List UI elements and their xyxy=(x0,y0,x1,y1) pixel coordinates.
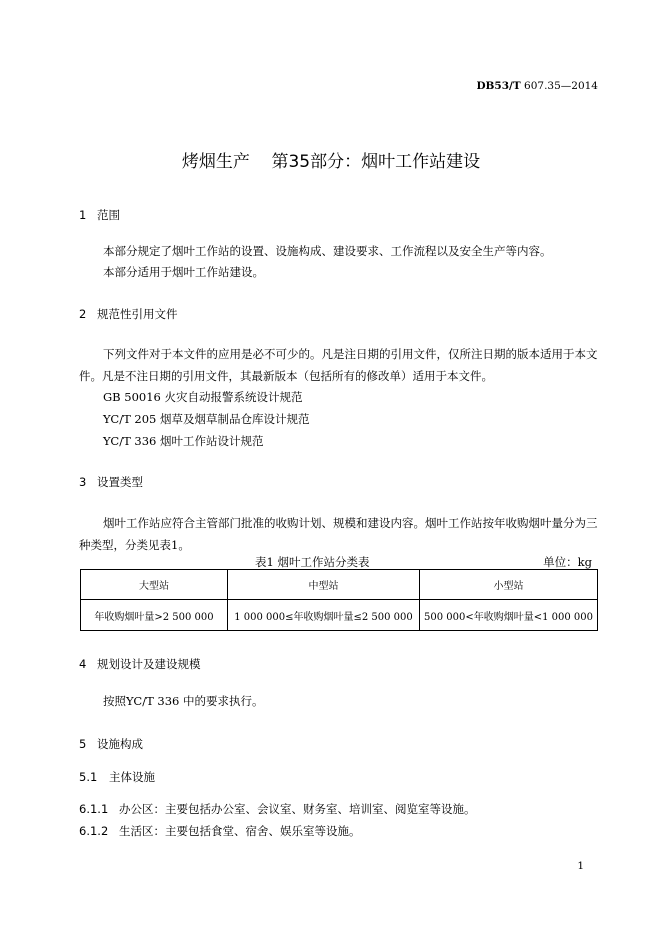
section-2-number: 2 xyxy=(79,307,87,321)
table-cell: 年收购烟叶量>2 500 000 xyxy=(81,600,228,631)
section-3-title: 设置类型 xyxy=(97,475,143,489)
station-classification-table xyxy=(80,569,598,631)
section-1-paragraph-2: 本部分适用于烟叶工作站建设。 xyxy=(103,265,264,279)
table-header-row xyxy=(81,570,598,600)
section-5-1-heading xyxy=(79,769,155,785)
table-header-cell: 中型站 xyxy=(228,570,420,600)
section-5-1-title: 主体设施 xyxy=(109,770,155,784)
reference-item: GB 50016 火灾自动报警系统设计规范 xyxy=(103,390,303,404)
table-header-cell: 小型站 xyxy=(420,570,598,600)
section-3-paragraph-line-1: 烟叶工作站应符合主管部门批准的收购计划、规模和建设内容。烟叶工作站按年收购烟叶量分为三 xyxy=(103,516,598,530)
section-4-heading xyxy=(79,656,201,672)
section-1-title: 范围 xyxy=(97,208,120,222)
reference-item: YC/T 205 烟草及烟草制品仓库设计规范 xyxy=(103,412,310,426)
section-3-paragraph-line-2: 种类型，分类见表1。 xyxy=(79,538,190,552)
section-4-paragraph: 按照YC/T 336 中的要求执行。 xyxy=(103,694,264,708)
section-2-title: 规范性引用文件 xyxy=(97,307,178,321)
page-number: 1 xyxy=(577,860,584,872)
table-row xyxy=(81,600,598,631)
document-code: DB53/T xyxy=(476,80,521,92)
document-number xyxy=(476,80,598,92)
section-2-paragraph-line-1: 下列文件对于本文件的应用是必不可少的。凡是注日期的引用文件，仅所注日期的版本适用于本文 xyxy=(103,347,598,361)
section-1-heading xyxy=(79,207,120,223)
table-header-cell: 大型站 xyxy=(81,570,228,600)
section-1-paragraph-1: 本部分规定了烟叶工作站的设置、设施构成、建设要求、工作流程以及安全生产等内容。 xyxy=(103,244,552,258)
section-2-paragraph-line-2: 件。凡是不注日期的引用文件，其最新版本（包括所有的修改单）适用于本文件。 xyxy=(79,369,493,383)
clause-6-1-1 xyxy=(79,801,476,817)
clause-6-1-2 xyxy=(79,823,361,839)
section-5-heading xyxy=(79,736,143,752)
section-4-number: 4 xyxy=(79,657,87,671)
document-number-value: 607.35—2014 xyxy=(524,80,598,92)
section-5-1-number: 5.1 xyxy=(79,770,98,784)
table-cell: 500 000<年收购烟叶量<1 000 000 xyxy=(420,600,598,631)
section-3-number: 3 xyxy=(79,475,87,489)
section-2-heading xyxy=(79,306,178,322)
clause-6-1-2-number: 6.1.2 xyxy=(79,824,109,838)
table-caption: 表1 烟叶工作站分类表 xyxy=(255,555,370,569)
section-5-number: 5 xyxy=(79,737,87,751)
table-unit: 单位：kg xyxy=(543,555,592,569)
table-cell: 1 000 000≤年收购烟叶量≤2 500 000 xyxy=(228,600,420,631)
section-3-heading xyxy=(79,474,143,490)
clause-6-1-2-text: 生活区：主要包括食堂、宿舍、娱乐室等设施。 xyxy=(119,824,361,838)
section-5-title: 设施构成 xyxy=(97,737,143,751)
section-4-title: 规划设计及建设规模 xyxy=(97,657,201,671)
reference-item: YC/T 336 烟叶工作站设计规范 xyxy=(103,434,264,448)
page-title: 烤烟生产 第35部分：烟叶工作站建设 xyxy=(181,152,481,172)
clause-6-1-1-text: 办公区：主要包括办公室、会议室、财务室、培训室、阅览室等设施。 xyxy=(119,802,476,816)
section-1-number: 1 xyxy=(79,208,87,222)
clause-6-1-1-number: 6.1.1 xyxy=(79,802,109,816)
